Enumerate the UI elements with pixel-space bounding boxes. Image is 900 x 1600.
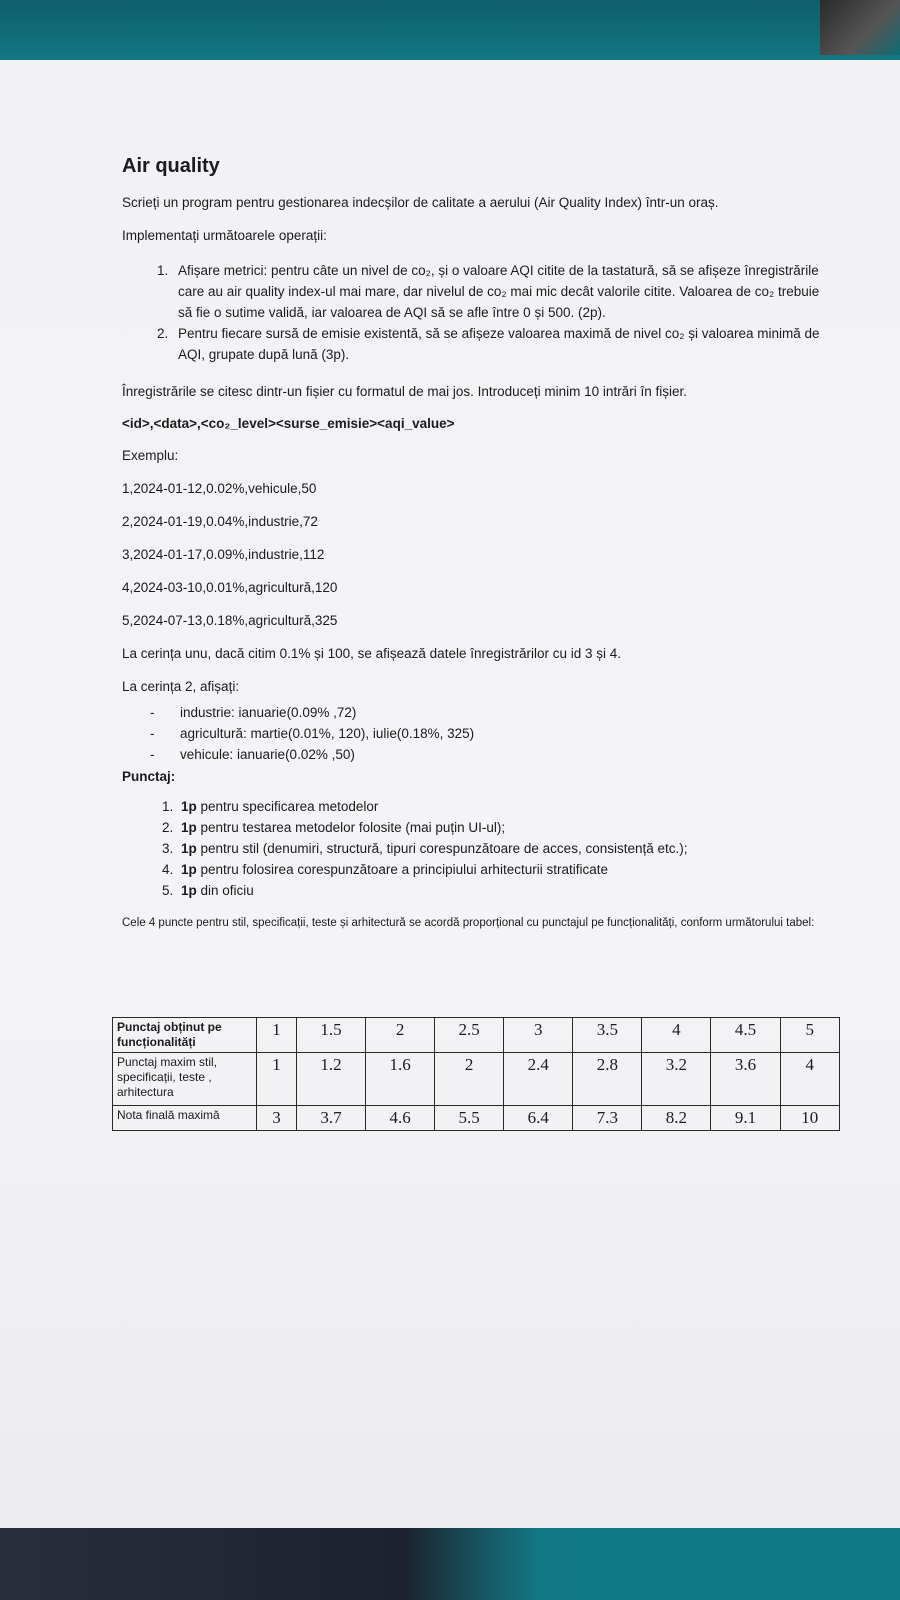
table-cell: 7.3 bbox=[573, 1106, 642, 1131]
table-cell: 4 bbox=[642, 1018, 711, 1053]
intro-text: Scrieți un program pentru gestionarea indecșilor de calitate a aerului (Air Quality Index) într-un oraș. bbox=[122, 195, 719, 210]
table-cell: 3 bbox=[257, 1106, 297, 1131]
table-cell: 1 bbox=[257, 1018, 297, 1053]
table-cell: 2.8 bbox=[573, 1053, 642, 1106]
score-item bbox=[177, 796, 834, 817]
score-points: 1p bbox=[181, 799, 197, 814]
row-label: Punctaj maxim stil, specificații, teste , arhitectura bbox=[113, 1053, 257, 1106]
table-note: Cele 4 puncte pentru stil, specificații, teste și arhitectură se acordă proporțional cu punctajul pe funcționalități, conform următorului tabel: bbox=[122, 917, 815, 929]
example-label: Exemplu: bbox=[122, 448, 179, 463]
score-points: 1p bbox=[181, 841, 197, 856]
requirements-list bbox=[122, 260, 834, 365]
example-record: 4,2024-03-10,0.01%,agricultură,120 bbox=[122, 580, 338, 595]
table-cell: 5.5 bbox=[435, 1106, 504, 1131]
grading-table bbox=[112, 1017, 840, 1131]
table-cell: 3.2 bbox=[642, 1053, 711, 1106]
table-cell: 5 bbox=[780, 1018, 839, 1053]
score-text: pentru folosirea corespunzătoare a principiului arhitecturii stratificate bbox=[196, 862, 608, 877]
table-cell: 3 bbox=[504, 1018, 573, 1053]
records-note: Înregistrările se citesc dintr-un fișier cu formatul de mai jos. Introduceți minim 10 intrări în fișier. bbox=[122, 384, 687, 399]
table-cell: 2.5 bbox=[435, 1018, 504, 1053]
table-cell: 1.6 bbox=[366, 1053, 435, 1106]
document-body bbox=[122, 155, 834, 935]
background-corner bbox=[820, 0, 900, 55]
table-cell: 3.6 bbox=[711, 1053, 780, 1106]
score-list bbox=[122, 796, 834, 901]
requirement-1: 1. Afișare metrici: pentru câte un nivel de co₂, și o valoare AQI citite de la tastatură, să se afișeze înregistrările care au air quality index-ul mai mare, dar nivelul de co₂ mai mic decât valorile citite. Valoarea de co₂ trebuie să fie o sutime validă, iar valoarea de AQI să se afle între 0 și 500. (2p). bbox=[172, 260, 834, 323]
table-cell: 2 bbox=[366, 1018, 435, 1053]
paper-sheet bbox=[0, 60, 900, 1528]
file-format: <id>,<data>,<co₂_level><surse_emisie><aqi_value> bbox=[122, 416, 455, 431]
implement-heading: Implementați următoarele operații: bbox=[122, 228, 327, 243]
table-cell: 3.5 bbox=[573, 1018, 642, 1053]
score-points: 1p bbox=[181, 862, 197, 877]
requirement-2-label: La cerința 2, afișați: bbox=[122, 679, 240, 694]
table-row bbox=[113, 1018, 840, 1053]
score-text: pentru specificarea metodelor bbox=[196, 799, 379, 814]
output-item: - vehicule: ianuarie(0.02% ,50) bbox=[150, 744, 834, 765]
punctaj-heading: Punctaj: bbox=[122, 769, 176, 784]
score-points: 1p bbox=[181, 883, 197, 898]
table-cell: 4 bbox=[780, 1053, 839, 1106]
example-record: 1,2024-01-12,0.02%,vehicule,50 bbox=[122, 481, 317, 496]
table-cell: 1.5 bbox=[296, 1018, 365, 1053]
requirement-1-answer: La cerința unu, dacă citim 0.1% și 100, se afișează datele înregistrărilor cu id 3 și 4. bbox=[122, 646, 622, 661]
background-bottom bbox=[0, 1520, 900, 1600]
table-cell: 8.2 bbox=[642, 1106, 711, 1131]
requirement-2-output bbox=[122, 702, 834, 765]
table-cell: 3.7 bbox=[296, 1106, 365, 1131]
score-item bbox=[177, 838, 834, 859]
output-item: - agricultură: martie(0.01%, 120), iulie(0.18%, 325) bbox=[150, 723, 834, 744]
score-item bbox=[177, 880, 834, 901]
output-item: - industrie: ianuarie(0.09% ,72) bbox=[150, 702, 834, 723]
table-cell: 2.4 bbox=[504, 1053, 573, 1106]
table-cell: 4.6 bbox=[366, 1106, 435, 1131]
example-record: 2,2024-01-19,0.04%,industrie,72 bbox=[122, 514, 318, 529]
table-cell: 9.1 bbox=[711, 1106, 780, 1131]
example-record: 3,2024-01-17,0.09%,industrie,112 bbox=[122, 547, 325, 562]
table-cell: 2 bbox=[435, 1053, 504, 1106]
score-text: pentru stil (denumiri, structură, tipuri corespunzătoare de acces, consistență etc.); bbox=[196, 841, 688, 856]
table-row bbox=[113, 1053, 840, 1106]
table-cell: 10 bbox=[780, 1106, 839, 1131]
row-label: Nota finală maximă bbox=[113, 1106, 257, 1131]
table-cell: 6.4 bbox=[504, 1106, 573, 1131]
table-cell: 1 bbox=[257, 1053, 297, 1106]
score-text: din oficiu bbox=[196, 883, 254, 898]
example-record: 5,2024-07-13,0.18%,agricultură,325 bbox=[122, 613, 338, 628]
requirement-2: 2. Pentru fiecare sursă de emisie existentă, să se afișeze valoarea maximă de nivel co₂ și valoarea minimă de AQI, grupate după lună (3p). bbox=[172, 323, 834, 365]
table-cell: 4.5 bbox=[711, 1018, 780, 1053]
score-points: 1p bbox=[181, 820, 197, 835]
score-item bbox=[177, 817, 834, 838]
table-row bbox=[113, 1106, 840, 1131]
score-text: pentru testarea metodelor folosite (mai puțin UI-ul); bbox=[196, 820, 506, 835]
row-label: Punctaj obținut pe funcționalități bbox=[113, 1018, 257, 1053]
document-title: Air quality bbox=[122, 155, 220, 177]
score-item bbox=[177, 859, 834, 880]
table-cell: 1.2 bbox=[296, 1053, 365, 1106]
